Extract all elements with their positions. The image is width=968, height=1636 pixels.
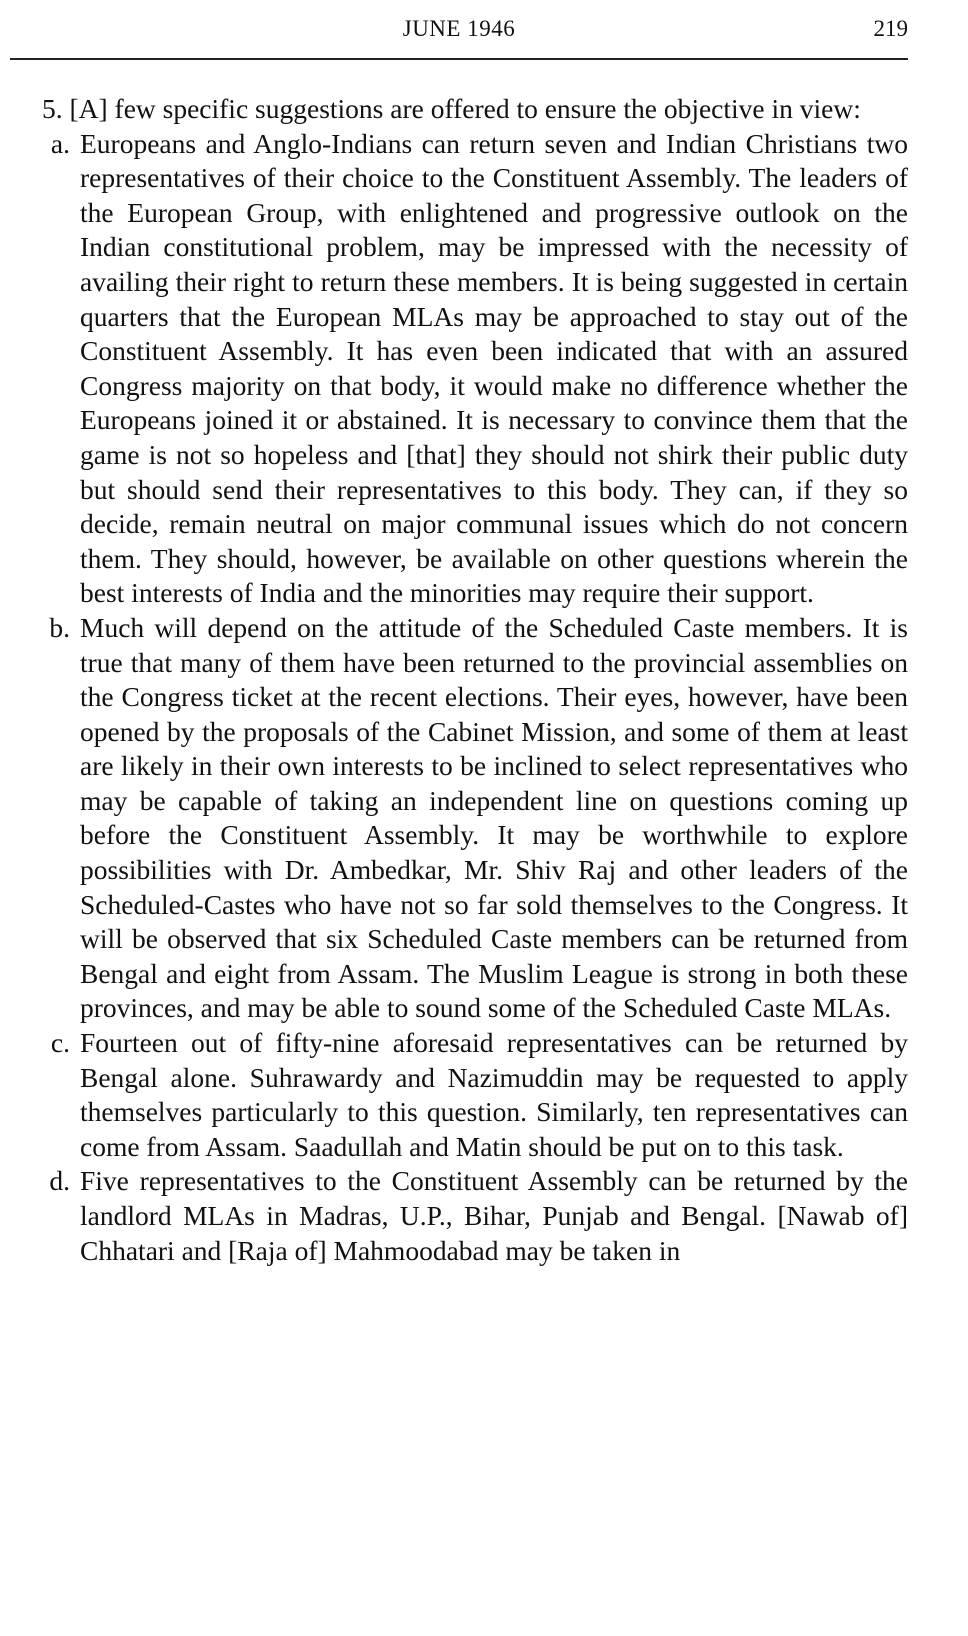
list-item-label: c. <box>50 1027 70 1059</box>
running-head <box>10 14 908 48</box>
list-item <box>14 611 908 1026</box>
list-item-label: a. <box>50 127 70 159</box>
document-body <box>14 92 908 1268</box>
suggestion-list <box>14 127 908 1269</box>
list-item-label: b. <box>49 611 70 643</box>
intro-paragraph: 5. [A] few specific suggestions are offered to ensure the objective in view: <box>42 93 861 124</box>
header-rule <box>10 58 908 60</box>
list-item-label: d. <box>49 1165 70 1197</box>
running-head-title: JUNE 1946 <box>402 16 516 41</box>
list-item <box>14 127 908 611</box>
page-number: 219 <box>873 16 908 41</box>
list-item <box>14 1164 908 1268</box>
list-item-text: Much will depend on the attitude of the Scheduled Caste members. It is true that many of them have been returned to the provincial assemblies on the Congress ticket at the recent elections. Their eyes, however, have been opened by the proposals of the Cabinet Mission, and some of them at least are likely in their own interests to be inclined to select representatives who may be capable of taking an independent line on questions coming up before the Constituent Assembly. It may be worthwhile to explore possibilities with Dr. Ambedkar, Mr. Shiv Raj and other leaders of the Scheduled-Castes who have not so far sold themselves to the Congress. It will be observed that six Scheduled Caste members can be returned from Bengal and eight from Assam. The Muslim League is strong in both these provinces, and may be able to sound some of the Scheduled Caste MLAs. <box>80 611 908 1024</box>
list-item-text: Five representatives to the Constituent Assembly can be returned by the landlord MLAs in Madras, U.P., Bihar, Punjab and Bengal. [Nawab of] Chhatari and [Raja of] Mahmoodabad may be taken in <box>80 1165 908 1266</box>
list-item-text: Fourteen out of fifty-nine aforesaid representatives can be returned by Bengal alone. Suhrawardy and Nazimuddin may be requested to apply themselves particularly to this question. Similarly, ten representatives can come from Assam. Saadullah and Matin should be put on to this task. <box>80 1027 908 1162</box>
list-item-text: Europeans and Anglo-Indians can return seven and Indian Christians two representatives of their choice to the Constituent Assembly. The leaders of the European Group, with enlightened and progressive outlook on the Indian constitutional problem, may be impressed with the necessity of availing their right to return these members. It is being suggested in certain quarters that the European MLAs may be approached to stay out of the Constituent Assembly. It has even been indicated that with an assured Congress majority on that body, it would make no difference whether the Europeans joined it or abstained. It is necessary to convince them that the game is not so hopeless and [that] they should not shirk their public duty but should send their representatives to this body. They can, if they so decide, remain neutral on major communal issues which do not concern them. They should, however, be available on other questions wherein the best interests of India and the minorities may require their support. <box>80 127 908 609</box>
list-item <box>14 1026 908 1164</box>
